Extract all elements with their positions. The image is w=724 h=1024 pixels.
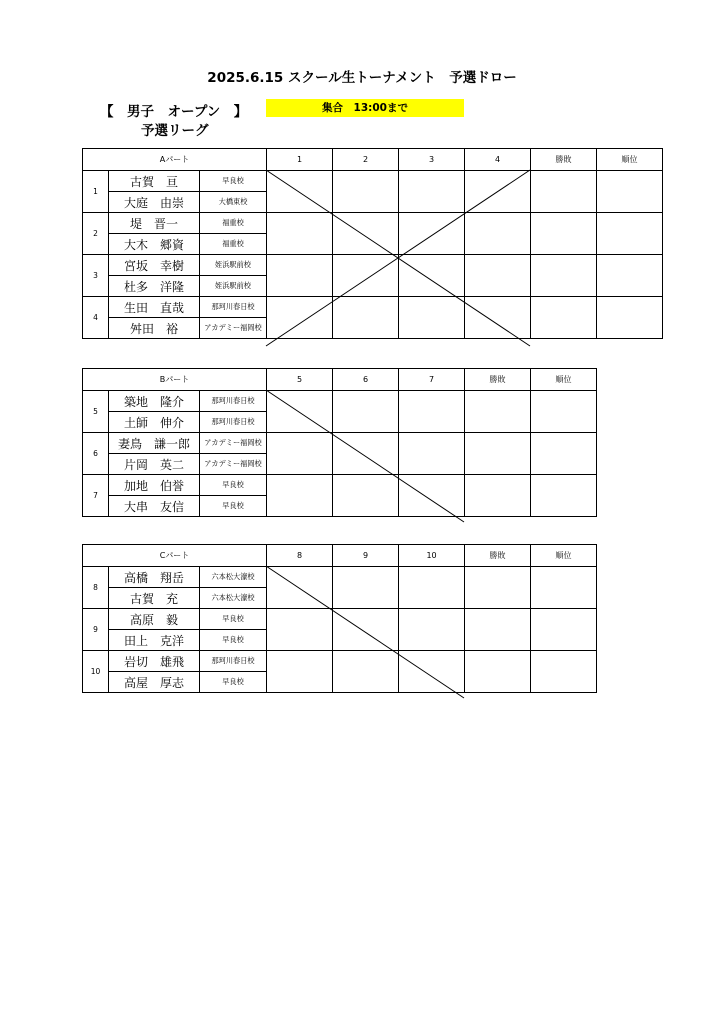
diagonal-line xyxy=(266,390,464,522)
player-name: 土師 伸介 xyxy=(109,412,200,433)
self-match-diagonal xyxy=(266,170,530,346)
player-school: 那珂川春日校 xyxy=(200,651,267,672)
team-number: 7 xyxy=(83,475,109,517)
self-match-diagonal xyxy=(266,566,464,698)
column-header: 1 xyxy=(267,149,333,171)
team-number: 3 xyxy=(83,255,109,297)
player-name: 岩切 雄飛 xyxy=(109,651,200,672)
player-name: 舛田 裕 xyxy=(109,318,200,339)
player-school: 姪浜駅前校 xyxy=(200,276,267,297)
result-cell xyxy=(465,567,531,609)
player-name: 田上 克洋 xyxy=(109,630,200,651)
player-school: 姪浜駅前校 xyxy=(200,255,267,276)
result-cell xyxy=(531,609,597,651)
player-name: 大庭 由崇 xyxy=(109,192,200,213)
result-cell xyxy=(531,213,597,255)
result-cell xyxy=(531,475,597,517)
assembly-time-banner: 集合 13:00まで xyxy=(266,99,464,117)
result-cell xyxy=(531,255,597,297)
player-name: 妻鳥 謙一郎 xyxy=(109,433,200,454)
player-school: アカデミー福岡校 xyxy=(200,433,267,454)
player-name: 古賀 亘 xyxy=(109,171,200,192)
player-name: 大木 郷資 xyxy=(109,234,200,255)
result-cell xyxy=(531,391,597,433)
player-name: 高屋 厚志 xyxy=(109,672,200,693)
player-name: 片岡 英二 xyxy=(109,454,200,475)
result-cell xyxy=(465,433,531,475)
player-name: 大串 友信 xyxy=(109,496,200,517)
team-number: 4 xyxy=(83,297,109,339)
result-cell xyxy=(465,651,531,693)
group-header-row xyxy=(83,545,597,567)
player-name: 古賀 充 xyxy=(109,588,200,609)
player-school: 早良校 xyxy=(200,475,267,496)
player-school: 那珂川春日校 xyxy=(200,412,267,433)
column-header: 5 xyxy=(267,369,333,391)
player-school: 大橋東校 xyxy=(200,192,267,213)
result-cell xyxy=(597,171,663,213)
team-number: 2 xyxy=(83,213,109,255)
result-cell xyxy=(531,171,597,213)
player-school: アカデミー福岡校 xyxy=(200,454,267,475)
group-name: Bパート xyxy=(83,369,267,391)
player-name: 堤 晋一 xyxy=(109,213,200,234)
column-header: 3 xyxy=(399,149,465,171)
column-header: 8 xyxy=(267,545,333,567)
player-school: 六本松大濠校 xyxy=(200,588,267,609)
result-cell xyxy=(465,609,531,651)
result-cell xyxy=(597,297,663,339)
column-header: 2 xyxy=(333,149,399,171)
column-header: 6 xyxy=(333,369,399,391)
column-header: 勝敗 xyxy=(465,545,531,567)
player-school: 六本松大濠校 xyxy=(200,567,267,588)
player-school: 福重校 xyxy=(200,213,267,234)
column-header: 4 xyxy=(465,149,531,171)
team-number: 5 xyxy=(83,391,109,433)
player-school: 早良校 xyxy=(200,171,267,192)
player-name: 生田 直哉 xyxy=(109,297,200,318)
team-number: 1 xyxy=(83,171,109,213)
player-school: 早良校 xyxy=(200,496,267,517)
player-school: アカデミー福岡校 xyxy=(200,318,267,339)
result-cell xyxy=(531,567,597,609)
team-number: 8 xyxy=(83,567,109,609)
group-name: Cパート xyxy=(83,545,267,567)
result-cell xyxy=(531,297,597,339)
player-name: 築地 隆介 xyxy=(109,391,200,412)
column-header: 順位 xyxy=(597,149,663,171)
player-school: 那珂川春日校 xyxy=(200,297,267,318)
column-header: 順位 xyxy=(531,545,597,567)
player-name: 高原 毅 xyxy=(109,609,200,630)
category-label: 【 男子 オープン 】 xyxy=(100,104,248,120)
result-cell xyxy=(465,475,531,517)
player-school: 早良校 xyxy=(200,672,267,693)
column-header: 勝敗 xyxy=(465,369,531,391)
stage-label: 予選リーグ xyxy=(141,123,209,139)
group-name: Aパート xyxy=(83,149,267,171)
group-header-row xyxy=(83,369,597,391)
result-cell xyxy=(597,255,663,297)
player-school: 福重校 xyxy=(200,234,267,255)
team-number: 9 xyxy=(83,609,109,651)
group-header-row xyxy=(83,149,663,171)
page-title: 2025.6.15 スクール生トーナメント 予選ドロー xyxy=(207,70,517,86)
team-number: 6 xyxy=(83,433,109,475)
column-header: 7 xyxy=(399,369,465,391)
player-school: 早良校 xyxy=(200,609,267,630)
player-name: 杜多 洋隆 xyxy=(109,276,200,297)
result-cell xyxy=(531,651,597,693)
column-header: 順位 xyxy=(531,369,597,391)
player-name: 高橋 翔岳 xyxy=(109,567,200,588)
team-number: 10 xyxy=(83,651,109,693)
result-cell xyxy=(465,391,531,433)
diagonal-line xyxy=(266,566,464,698)
player-name: 宮坂 幸樹 xyxy=(109,255,200,276)
column-header: 勝敗 xyxy=(531,149,597,171)
player-name: 加地 伯誉 xyxy=(109,475,200,496)
self-match-diagonal xyxy=(266,390,464,522)
player-school: 那珂川春日校 xyxy=(200,391,267,412)
player-school: 早良校 xyxy=(200,630,267,651)
result-cell xyxy=(597,213,663,255)
result-cell xyxy=(531,433,597,475)
column-header: 9 xyxy=(333,545,399,567)
column-header: 10 xyxy=(399,545,465,567)
